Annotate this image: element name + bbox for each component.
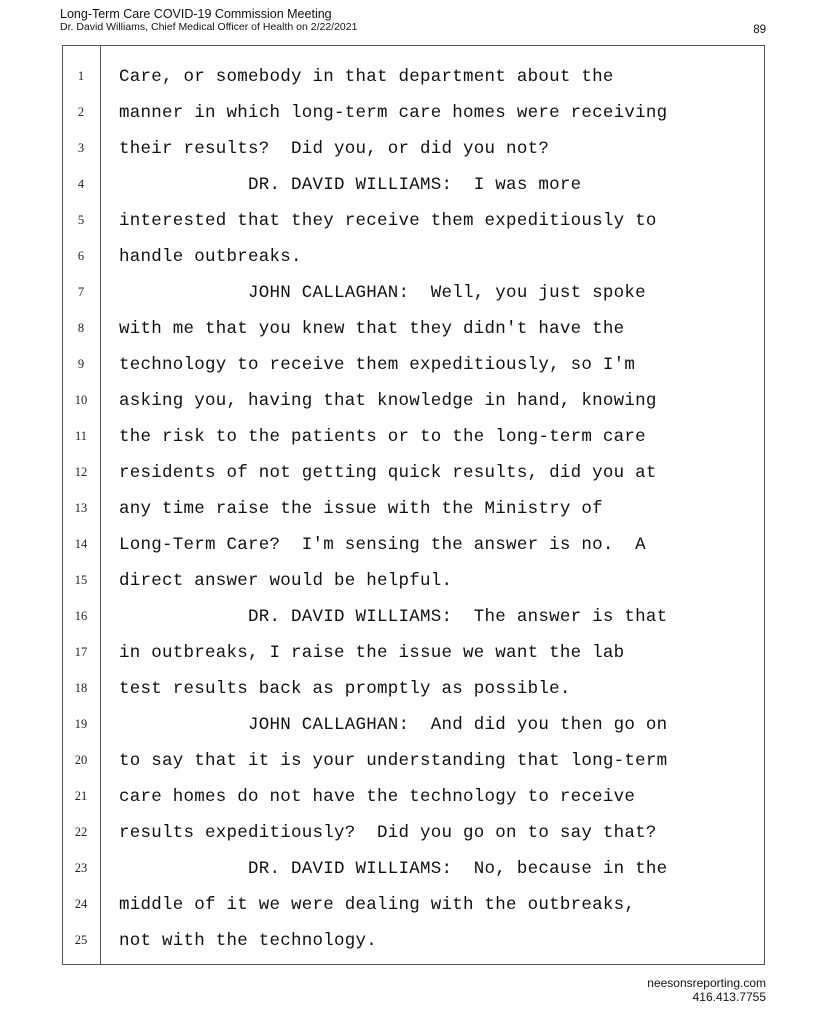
line-number-column xyxy=(63,46,101,964)
line-number: 14 xyxy=(74,537,88,551)
transcript-line: in outbreaks, I raise the issue we want the lab xyxy=(119,643,625,663)
transcript-box xyxy=(62,45,765,965)
transcript-line: any time raise the issue with the Ministry of xyxy=(119,499,603,519)
transcript-line: not with the technology. xyxy=(119,931,378,951)
line-number: 15 xyxy=(74,573,88,587)
transcript-line: manner in which long-term care homes were receiving xyxy=(119,103,668,123)
transcript-line: Long-Term Care? I'm sensing the answer is no. A xyxy=(119,535,646,555)
line-number: 12 xyxy=(74,465,88,479)
transcript-line: technology to receive them expeditiously, so I'm xyxy=(119,355,636,375)
transcript-line: Care, or somebody in that department about the xyxy=(119,67,614,87)
line-number: 13 xyxy=(74,501,88,515)
line-number: 9 xyxy=(77,357,85,371)
line-number: 21 xyxy=(74,789,88,803)
transcript-line: test results back as promptly as possible. xyxy=(119,679,571,699)
transcript-line: middle of it we were dealing with the outbreaks, xyxy=(119,895,636,915)
transcript-line: results expeditiously? Did you go on to say that? xyxy=(119,823,657,843)
transcript-line: JOHN CALLAGHAN: Well, you just spoke xyxy=(119,283,646,303)
transcript-line: residents of not getting quick results, did you at xyxy=(119,463,657,483)
line-number: 5 xyxy=(77,213,85,227)
transcript-line: DR. DAVID WILLIAMS: No, because in the xyxy=(119,859,668,879)
line-number: 10 xyxy=(74,393,88,407)
line-number: 2 xyxy=(77,105,85,119)
line-number: 17 xyxy=(74,645,88,659)
footer-phone: 416.413.7755 xyxy=(692,990,766,1004)
meeting-title: Long-Term Care COVID-19 Commission Meeting xyxy=(60,7,332,21)
line-number: 1 xyxy=(77,69,85,83)
line-number: 23 xyxy=(74,861,88,875)
line-number: 20 xyxy=(74,753,88,767)
transcript-line: with me that you knew that they didn't have the xyxy=(119,319,625,339)
footer-website: neesonsreporting.com xyxy=(647,976,766,990)
transcript-line: DR. DAVID WILLIAMS: I was more xyxy=(119,175,582,195)
line-number: 4 xyxy=(77,177,85,191)
line-number: 19 xyxy=(74,717,88,731)
transcript-line: DR. DAVID WILLIAMS: The answer is that xyxy=(119,607,668,627)
line-number: 6 xyxy=(77,249,85,263)
page-header xyxy=(60,8,357,34)
transcript-line: their results? Did you, or did you not? xyxy=(119,139,550,159)
line-number: 7 xyxy=(77,285,85,299)
line-number: 3 xyxy=(77,141,85,155)
transcript-line: handle outbreaks. xyxy=(119,247,302,267)
meeting-subtitle: Dr. David Williams, Chief Medical Officer of Health on 2/22/2021 xyxy=(60,21,358,33)
page-footer xyxy=(647,976,766,1004)
transcript-line: to say that it is your understanding that long-term xyxy=(119,751,668,771)
line-number: 25 xyxy=(74,933,88,947)
transcript-line: JOHN CALLAGHAN: And did you then go on xyxy=(119,715,668,735)
transcript-line: asking you, having that knowledge in hand, knowing xyxy=(119,391,657,411)
transcript-line: direct answer would be helpful. xyxy=(119,571,453,591)
line-number: 16 xyxy=(74,609,88,623)
line-number: 22 xyxy=(74,825,88,839)
line-number: 24 xyxy=(74,897,88,911)
page-number: 89 xyxy=(753,24,766,36)
line-number: 18 xyxy=(74,681,88,695)
transcript-line: care homes do not have the technology to receive xyxy=(119,787,636,807)
transcript-line: interested that they receive them expeditiously to xyxy=(119,211,657,231)
line-number: 8 xyxy=(77,321,85,335)
line-number: 11 xyxy=(74,429,88,443)
transcript-line: the risk to the patients or to the long-term care xyxy=(119,427,646,447)
